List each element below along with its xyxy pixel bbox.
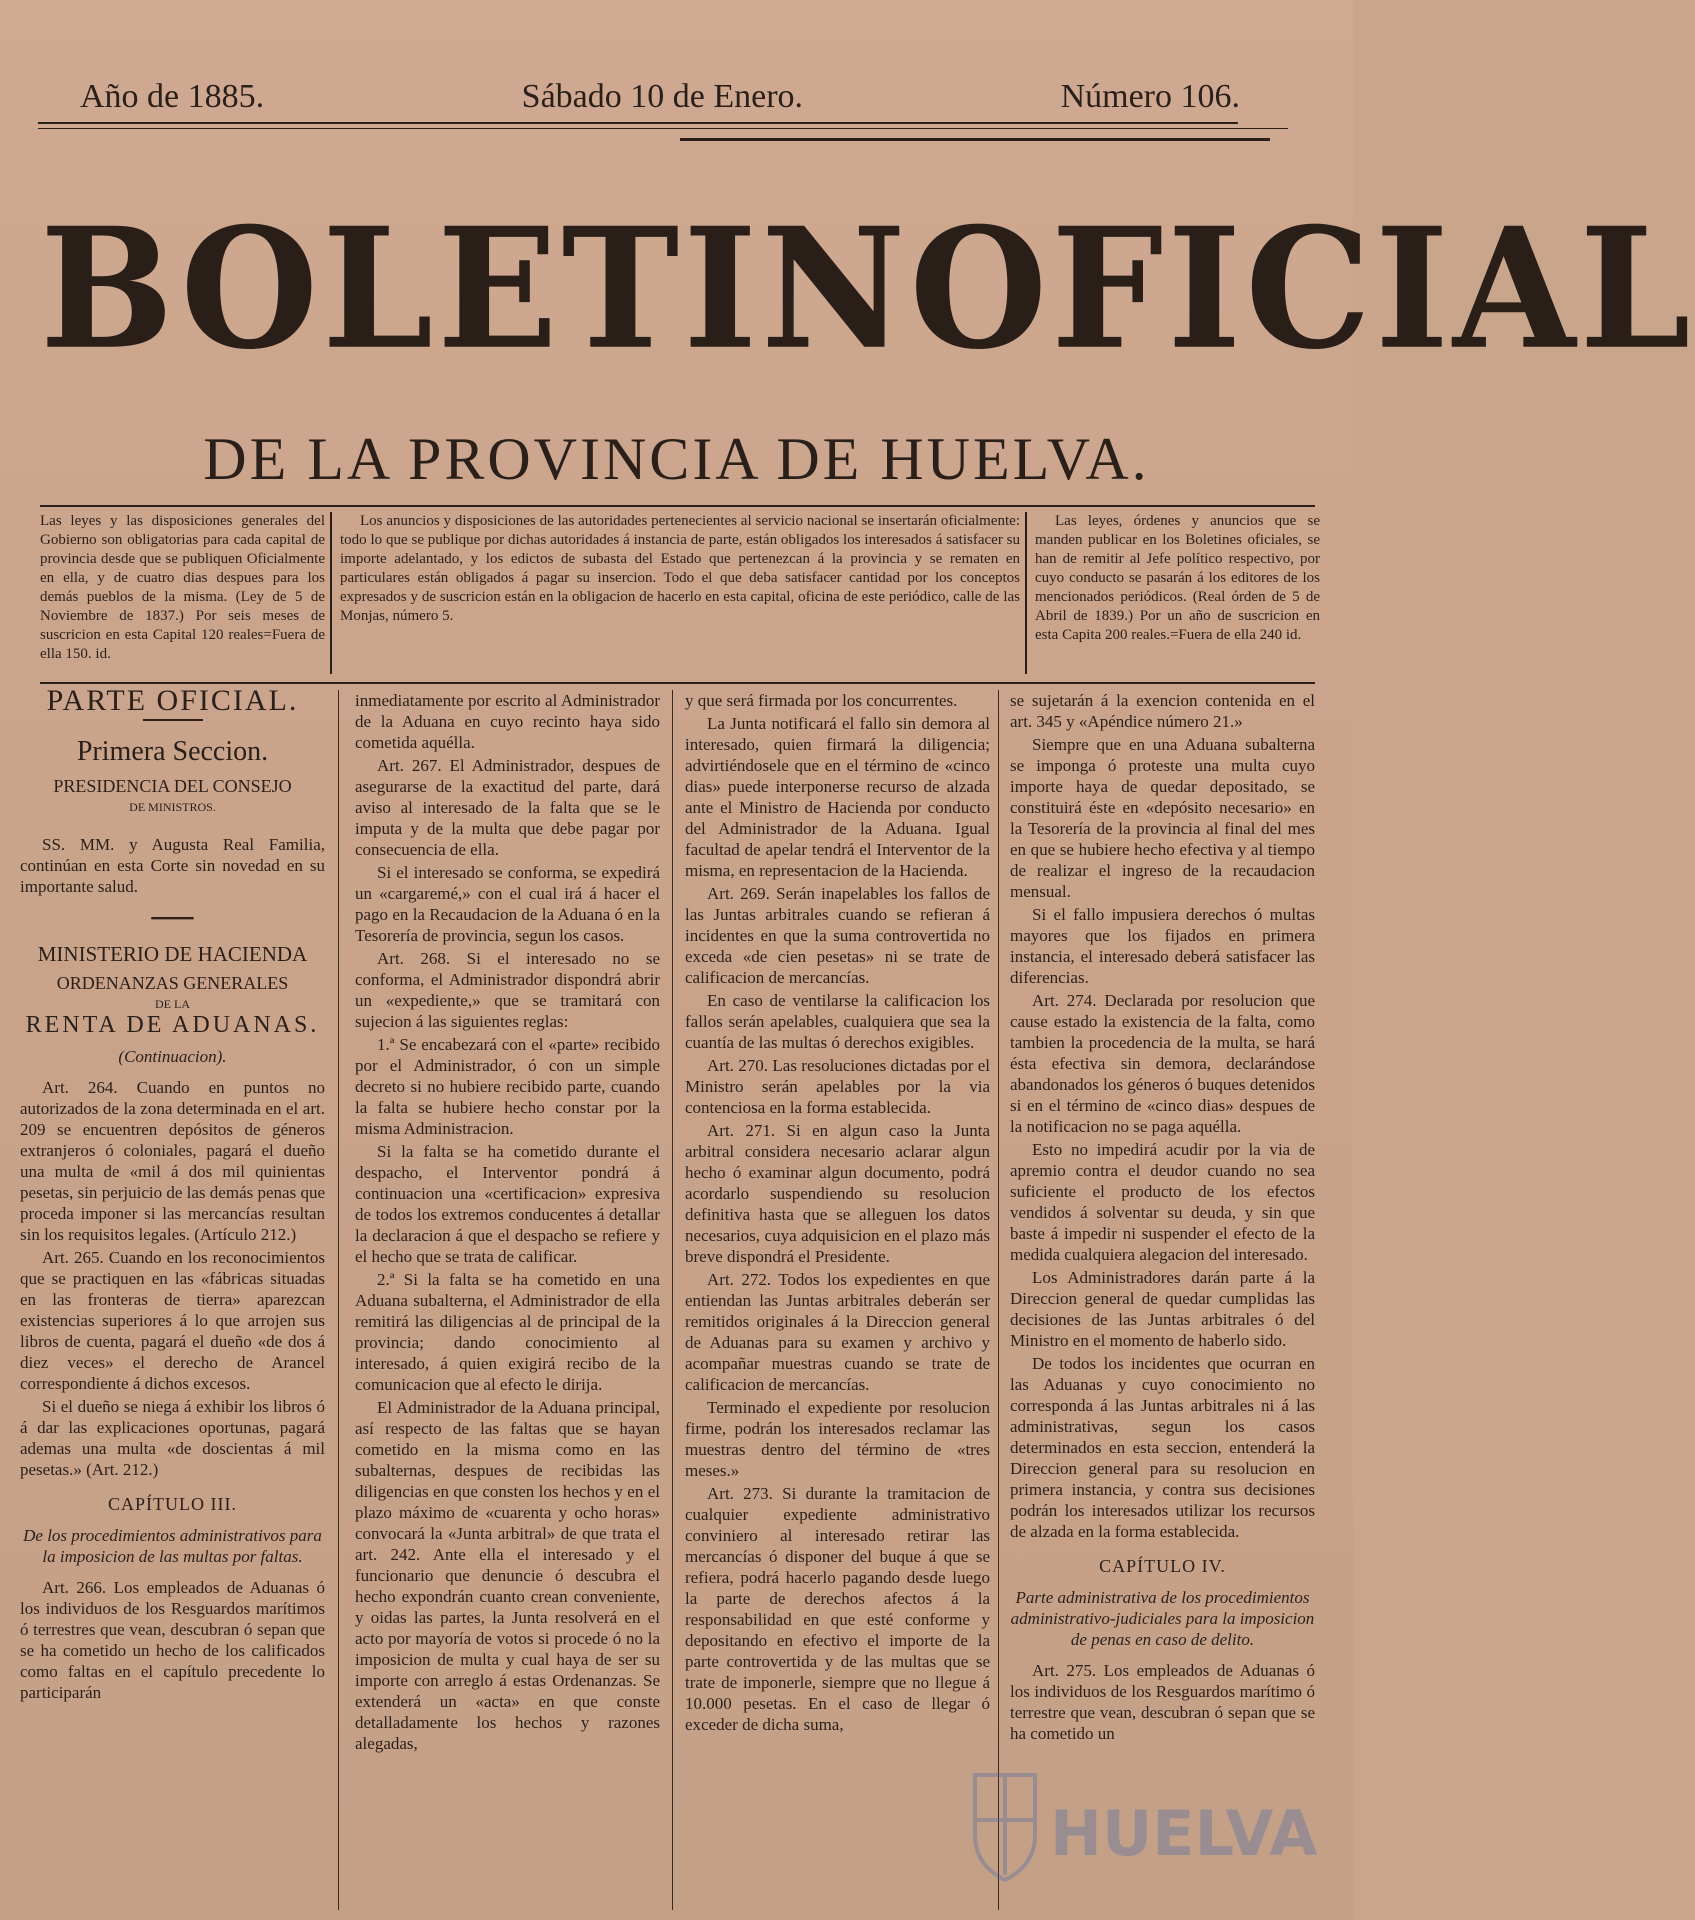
column-4 <box>1010 690 1318 1910</box>
paragraph: De todos los incidentes que ocurran en las Aduanas y cuyo conocimiento no corresponda á las Juntas arbitrales ni á las administrativas, segun los casos determinados en esta seccion, entenderá la Direccion general para su resolucion en primera instancia, y contra sus decisiones podrán los interesados utilizar los recursos de alzada en la forma establecida. <box>1010 1354 1315 1541</box>
column-1 <box>20 684 325 1910</box>
paragraph: Esto no impedirá acudir por la via de apremio contra el deudor cuando no sea suficiente el producto de los efectos vendidos á solventar su deuda, y sin que baste á impedir ni suspender el efecto de la medida cualquiera alegacion del interesado. <box>1010 1140 1315 1264</box>
paragraph: Si el fallo impusiera derechos ó multas mayores que los fijados en primera instancia, el interesado deberá satisfacer las diferencias. <box>1010 905 1315 987</box>
masthead-word-right: OFICIAL <box>909 192 1695 387</box>
header-row <box>80 78 1240 116</box>
ministry-heading: MINISTERIO DE HACIENDA <box>37 942 308 966</box>
ordinance-title: RENTA DE ADUANAS. <box>25 1012 320 1038</box>
issue-year: Año de 1885. <box>80 78 265 115</box>
issue-number: Número 106. <box>1060 78 1240 115</box>
column-separator <box>998 690 999 1910</box>
subsection-heading: Primera Seccion. <box>76 736 269 767</box>
chapter-heading: CAPÍTULO IV. <box>1099 1556 1226 1576</box>
notice-separator <box>1025 512 1027 674</box>
subtitle-rule <box>40 505 1315 507</box>
paragraph: 1.ª Se encabezará con el «parte» recibido por el Administrador, ó con un simple decreto si no hubiere recibido parte, cuando la falta se hubiere hecho constar por la misma Administracion. <box>355 1035 660 1138</box>
issue-date: Sábado 10 de Enero. <box>521 78 804 115</box>
paragraph: Si la falta se ha cometido durante el despacho, el Interventor pondrá á continuacion una «certificacion» expresiva de todos los extremos conducentes á detallar la declaracion á que el despacho se refiere y el hecho que se trata de calificar. <box>355 1142 660 1266</box>
ordinance-heading: ORDENANZAS GENERALES <box>56 973 289 993</box>
section-heading: PARTE OFICIAL. <box>46 684 299 717</box>
department-heading: PRESIDENCIA DEL CONSEJO <box>53 776 292 796</box>
article-columns <box>20 684 1320 1910</box>
paragraph: Art. 269. Serán inapelables los fallos de las Juntas arbitrales cuando se refieran á incidentes en que la suma controvertida no exceda «de cien pesetas» ni se trate de calificacion de mercancías. <box>685 884 990 987</box>
column-2 <box>355 690 660 1910</box>
paragraph: En caso de ventilarse la calificacion los fallos serán apelables, cualquiera que sea la cuantía de las multas ó derechos exigibles. <box>685 991 990 1052</box>
masthead <box>40 192 1695 387</box>
paragraph: Art. 271. Si en algun caso la Junta arbitral considera necesario aclarar algun hecho ó examinar algun documento, podrá acordarlo suspendiendo su resolucion definitiva hasta que se alleguen los datos necesarios, cuya adquisicion en el plazo más breve dispondrá el Presidente. <box>685 1121 990 1266</box>
paragraph: Si el interesado se conforma, se expedirá un «cargaremé,» con el cual irá á hacer el pago en la Recaudacion de la Aduana ó en la Tesorería de provincia, segun los casos. <box>355 863 660 945</box>
column-separator <box>672 690 673 1910</box>
chapter-title: Parte administrativa de los procedimientos administrativo-judiciales para la imposicion de penas en caso de delito. <box>1010 1588 1315 1649</box>
paragraph: El Administrador de la Aduana principal, así respecto de las faltas que se hayan cometido en la misma como en las subalternas, despues de recibidas las diligencias en que consten los hechos y en el plazo máximo de «cuarenta y ocho horas» convocará la «Junta arbitral» de que trata el art. 242. Ante ella el interesado y el funcionario que denuncie ó descubra el hecho expondrán cuanto crean conveniente, y oidas las partes, la Junta resolverá en el acto por mayoría de votos si procede ó no la imposicion de multa y cual haya de ser su importe con arreglo á estas Ordenanzas. Se extenderá un «acta» en que conste detalladamente los hechos y razones alegadas, <box>355 1398 660 1753</box>
paragraph: Art. 265. Cuando en los reconocimientos que se practiquen en las «fábricas situadas en las fronteras de tierra» aparezcan existencias superiores á lo que arrojen sus libros de cuenta, pagará el dueño «de dos á diez veces» el derecho de Arancel correspondiente á dichos excesos. <box>20 1248 325 1393</box>
notice-middle <box>340 512 1020 626</box>
notice-right-text: Las leyes, órdenes y anuncios que se manden publicar en los Boletines oficiales, se han de remitir al Jefe político respectivo, por cuyo conducto se pasarán á los editores de los mencionados periódicos. (Real órden de 5 de Abril de 1839.) Por un año de suscricion en esta Capita 200 reales.=Fuera de ella 240 id. <box>1035 513 1320 643</box>
ornament-divider: ━━━━━ <box>151 912 194 927</box>
paragraph: inmediatamente por escrito al Administrador de la Aduana en cuyo recinto haya sido cometida aquélla. <box>355 691 660 752</box>
divider <box>143 719 203 721</box>
paragraph: se sujetarán á la exencion contenida en el art. 345 y «Apéndice número 21.» <box>1010 691 1315 731</box>
paragraph: Terminado el expediente por resolucion firme, podrán los interesados reclamar las muestras dentro del término de «tres meses.» <box>685 1398 990 1480</box>
paragraph: 2.ª Si la falta se ha cometido en una Aduana subalterna, el Administrador de ella remitirá las diligencias al de principal de la provincia; dando conocimiento al interesado, á quien exigirá recibo de la comunicacion que al efecto le dirija. <box>355 1270 660 1394</box>
paragraph: y que será firmada por los concurrentes. <box>685 691 958 710</box>
paragraph: Los Administradores darán parte á la Direccion general de quedar cumplidas las decisiones de las Juntas arbitrales ó del Ministro en el momento de haberlo sido. <box>1010 1268 1315 1350</box>
notice-left <box>40 512 325 664</box>
chapter-heading: CAPÍTULO III. <box>108 1494 237 1514</box>
paragraph: Si el dueño se niega á exhibir los libros ó á dar las explicaciones oportunas, pagará ademas una multa «de doscientas á mil pesetas.» (Art. 212.) <box>20 1397 325 1479</box>
huelva-watermark-logo <box>955 1745 1318 1895</box>
paragraph: Art. 274. Declarada por resolucion que cause estado la existencia de la falta, como tambien la procedencia de la multa, se hará ésta efectiva sin demora, declarándose abandonados los géneros ó buques detenidos si en el término de «cinco dias» despues de la notificacion no se paga aquélla. <box>1010 991 1315 1136</box>
paragraph: Siempre que en una Aduana subalterna se imponga ó proteste una multa cuyo importe haya de quedar depositado, se constituirá éste en «depósito necesario» en la Tesorería de la provincia al final del mes en que se hubiere hecho efectiva y al tiempo de realizar el ingreso de la recaudacion mensual. <box>1010 735 1315 901</box>
notice-left-text: Las leyes y las disposiciones generales del Gobierno son obligatorias para cada capital de provincia desde que se publiquen Oficialmente en ella, y de cuatro dias despues para los demás pueblos de la misma. (Ley de 5 de Noviembre de 1837.) Por seis meses de suscricion en esta Capital 120 reales=Fuera de ella 150. id. <box>40 513 325 662</box>
header-rule-right <box>680 138 1270 141</box>
notices-row <box>40 512 1320 680</box>
column-3 <box>685 690 990 1910</box>
paragraph: Art. 267. El Administrador, despues de asegurarse de la exactitud del parte, dará aviso al interesado de la falta que se le imputa y de la multa que debe pagar por consecuencia de ella. <box>355 756 660 859</box>
paragraph: Art. 272. Todos los expedientes en que entiendan las Juntas arbitrales deberán ser remitidos originales á la Direccion general de Aduanas para su examen y archivo y acompañar muestras cuando se trate de calificacion de mercancías. <box>685 1270 990 1394</box>
continuation-note: (Continuacion). <box>118 1047 227 1066</box>
paragraph: Art. 270. Las resoluciones dictadas por el Ministro serán apelables por la via contenciosa en la forma establecida. <box>685 1056 990 1117</box>
header-rule <box>38 122 1238 124</box>
chapter-title: De los procedimientos administrativos para la imposicion de las multas por faltas. <box>23 1526 322 1566</box>
ordinance-connector: DE LA <box>155 997 190 1011</box>
watermark-text: HUELVA <box>1050 1797 1318 1870</box>
paragraph: Art. 266. Los empleados de Aduanas ó los individuos de los Resguardos marítimos ó terrestres que vean, descubran ó sepan que se ha cometido un hecho de los calificados como faltas en el capítulo precedente lo participarán <box>20 1578 325 1702</box>
header-rule-thin <box>38 128 1288 129</box>
paragraph: SS. MM. y Augusta Real Familia, continúan en esta Corte sin novedad en su importante salud. <box>20 835 325 896</box>
masthead-word-left: BOLETIN <box>40 192 910 387</box>
column-separator <box>338 690 339 1910</box>
notice-middle-text: Los anuncios y disposiciones de las autoridades pertenecientes al servicio nacional se insertarán oficialmente: todo lo que se publique por dichas autoridades á instancia de parte, están obligados los interesados á satisfacer su importe adelantado, y los edictos de subasta del Estado que pertenezcan á la provincia y se rematen en particulares están obligados á pagar su insercion. Todo el que deba satisfacer cantidad por los conceptos expresados y de suscricion están en la obligacion de hacerlo en esta capital, oficina de este periódico, calle de las Monjas, número 5. <box>340 513 1020 624</box>
paragraph: La Junta notificará el fallo sin demora al interesado, quien firmará la diligencia; advirtiéndosele que en el término de «cinco dias» puede interponerse recurso de alzada ante el Ministro de Hacienda por conducto del Administrador de la Aduana. Igual facultad de apelar tendrá el Interventor de la misma, en representacion de la Hacienda. <box>685 714 990 880</box>
paragraph: Art. 268. Si el interesado no se conforma, el Administrador dispondrá abrir un «expediente,» que se tramitará con sujecion á las siguientes reglas: <box>355 949 660 1031</box>
notice-right <box>1035 512 1320 645</box>
paragraph: Art. 264. Cuando en puntos no autorizados de la zona determinada en el art. 209 se encuentren depósitos de géneros extranjeros ó coloniales, pagará el dueño una multa de «mil á dos mil quinientas pesetas, sin perjuicio de las demás penas que proceda imponer si las mercancías resultan sin los requisitos legales. (Artículo 212.) <box>20 1078 325 1244</box>
paragraph: Art. 273. Si durante la tramitacion de cualquier expediente administrativo conviniero al interesado retirar las mercancías ó disponer del buque á que se refiera, podrá hacerlo pagando desde luego la parte de derechos afectos á la responsabilidad en que esté conforme y depositando en efectivo el importe de la parte controvertida y de las multas que se trate de imponerle, siempre que no llegue á 10.000 pesetas. En el caso de llegar ó exceder de dicha suma, <box>685 1484 990 1734</box>
paragraph: Art. 275. Los empleados de Aduanas ó los individuos de los Resguardos marítimo ó terrestre que vean, descubran ó sepan que se ha cometido un <box>1010 1661 1315 1743</box>
department-subheading: DE MINISTROS. <box>129 800 216 814</box>
masthead-subtitle: DE LA PROVINCIA DE HUELVA. <box>203 426 1150 492</box>
notice-separator <box>330 512 332 674</box>
